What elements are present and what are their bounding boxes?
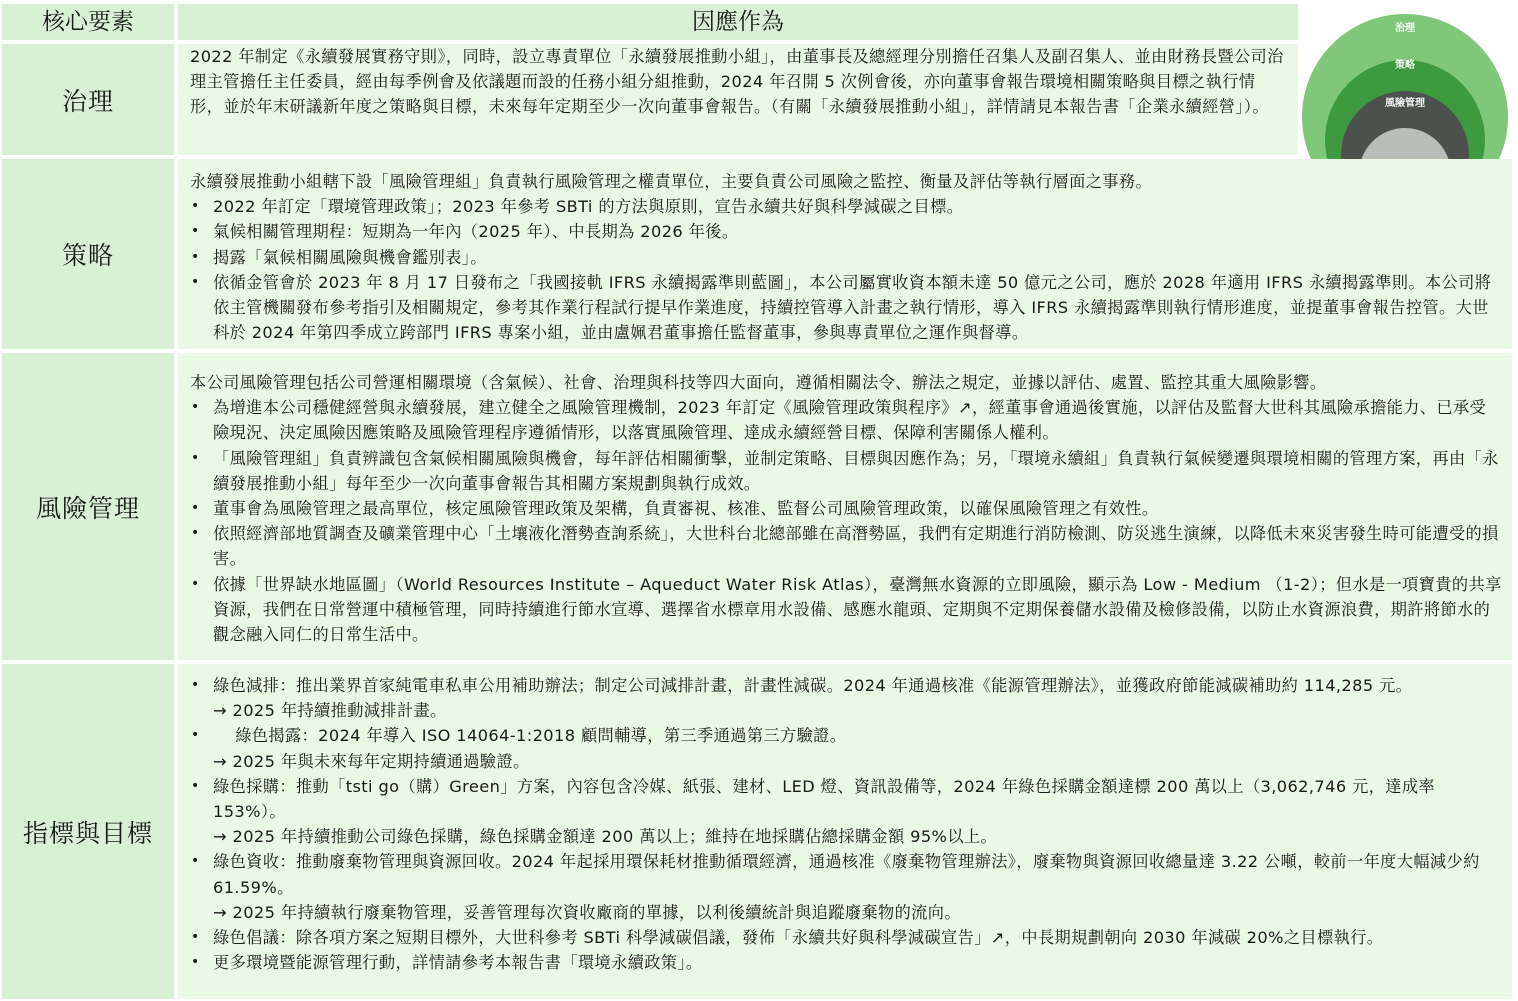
metrics-bullet: • 綠色減排：推出業界首家純電車私車公用補助辦法；制定公司減排計畫，計畫性減碳。2024 年通過核准《能源管理辦法》，並獲政府節能減碳補助約 114,285 元。	[190, 673, 1502, 698]
metrics-target-line: → 2025 年與未來每年定期持續通過驗證。	[213, 751, 530, 771]
metrics-bullet: • 綠色倡議：除各項方案之短期目標外，大世科參考 SBTi 科學減碳倡議，發佈「永續共好與科學減碳宣告」↗，中長期規劃朝向 2030 年減碳 20%之目標執行。	[190, 925, 1502, 950]
strategy-bullet: • 揭露「氣候相關風險與機會鑑別表」。	[190, 245, 1502, 270]
risk-bullet-list	[190, 395, 1502, 647]
risk-bullet: • 董事會為風險管理之最高單位，核定風險管理政策及架構，負責審視、核准、監督公司風險管理政策，以確保風險管理之有效性。	[190, 496, 1502, 521]
risk-intro: 本公司風險管理包括公司營運相關環境（含氣候）、社會、治理與科技等四大面向，遵循相關法令、辦法之規定，並據以評估、處置、監控其重大風險影響。	[190, 373, 1327, 392]
row-label-governance: 治理	[2, 44, 174, 155]
strategy-bullet: • 氣候相關管理期程：短期為一年內（2025 年）、中長期為 2026 年後。	[190, 219, 1502, 244]
metrics-bullet: • 綠色揭露：2024 年導入 ISO 14064-1:2018 顧問輔導，第三季通過第三方驗證。	[190, 723, 1502, 748]
metrics-target-line: → 2025 年持續執行廢棄物管理，妥善管理每次資收廠商的單據，以利後續統計與追蹤廢棄物的流向。	[213, 902, 961, 922]
metrics-bullet: • 綠色採購：推動「tsti go（購）Green」方案，內容包含冷媒、紙張、建材、LED 燈、資訊設備等，2024 年綠色採購金額達標 200 萬以上（3,062,746 元，達成率 153%）。	[190, 774, 1502, 824]
metrics-bullet: • 更多環境暨能源管理行動，詳情請參考本報告書「環境永續政策」。	[190, 950, 1502, 975]
row-label-risk-management: 風險管理	[2, 353, 174, 660]
diagram-label-strategy: 策略	[1395, 60, 1415, 71]
risk-bullet: • 為增進本公司穩健經營與永續發展，建立健全之風險管理機制，2023 年訂定《風險管理政策與程序》↗，經董事會通過後實施，以評估及監督大世科其風險承擔能力、已承受險現況、決定風險因應策略及風險管理程序遵循情形，以落實風險管理、達成永續經營目標、保障利害關係人權利。	[190, 395, 1502, 445]
header-core-elements: 核心要素	[2, 4, 174, 40]
metrics-target-line: → 2025 年持續推動公司綠色採購，綠色採購金額達 200 萬以上；維持在地採購佔總採購金額 95%以上。	[213, 827, 998, 847]
risk-bullet: • 「風險管理組」負責辨識包含氣候相關風險與機會，每年評估相關衝擊，並制定策略、目標與因應作為；另，「環境永續組」負責執行氣候變遷與環境相關的管理方案，再由「永續發展推動小組」每年至少一次向董事會報告其相關方案規劃與執行成效。	[190, 446, 1502, 496]
strategy-bullet: • 依循金管會於 2023 年 8 月 17 日發布之「我國接軌 IFRS 永續揭露準則藍圖」，本公司屬實收資本額未達 50 億元之公司，應於 2028 年適用 IFRS 永續揭露準則。本公司將依主管機關發布參考指引及相關規定，參考其作業行程試行提早作業進度，持續控管導入計畫之執行情形，導入 IFRS 永續揭露準則執行情形進度，並提董事會報告控管。大世科於 2024 年第四季成立跨部門 IFRS 專案小組，並由盧姵君董事擔任監督董事，參與專責單位之運作與督導。	[190, 270, 1502, 346]
governance-text: 2022 年制定《永續發展實務守則》，同時，設立專責單位「永續發展推動小組」，由董事長及總經理分別擔任召集人及副召集人、並由財務長暨公司治理主管擔任主任委員，經由每季例會及依議題而設的任務小組分組推動，2024 年召開 5 次例會後，亦向董事會報告環境相關策略與目標之執行情形，並於年末研議新年度之策略與目標，未來每年定期至少一次向董事會報告。（有關「永續發展推動小組」，詳情請見本報告書「企業永續經營」）。	[190, 47, 1284, 117]
metrics-bullet: • 綠色資收：推動廢棄物管理與資源回收。2024 年起採用環保耗材推動循環經濟，通過核准《廢棄物管理辦法》，廢棄物與資源回收總量達 3.22 公噸，較前一年度大幅減少約 61.59%。	[190, 849, 1502, 899]
risk-bullet: • 依照經濟部地質調查及礦業管理中心「土壤液化潛勢查詢系統」，大世科台北總部雖在高潛勢區，我們有定期進行消防檢測、防災逃生演練，以降低未來災害發生時可能遭受的損害。	[190, 521, 1502, 571]
strategy-bullet: • 2022 年訂定「環境管理政策」；2023 年參考 SBTi 的方法與原則，宣告永續共好與科學減碳之目標。	[190, 194, 1502, 219]
risk-bullet: • 依據「世界缺水地區圖」（World Resources Institute – Aqueduct Water Risk Atlas），臺灣無水資源的立即風險，顯示為 Low - Medium （1-2）；但水是一項寶貴的共享資源，我們在日常營運中積極管理，同時持續進行節水宣導、選擇省水標章用水設備、感應水龍頭、定期與不定期保養儲水設備及檢修設備，以防止水資源浪費，期許將節水的觀念融入同仁的日常生活中。	[190, 572, 1502, 648]
metrics-target-line: → 2025 年持續推動減排計畫。	[213, 701, 447, 721]
row-label-strategy: 策略	[2, 159, 174, 349]
row-content-strategy	[178, 159, 1512, 349]
row-label-metrics-targets: 指標與目標	[2, 664, 174, 999]
row-content-risk-management	[178, 353, 1512, 660]
row-content-metrics-targets	[178, 664, 1512, 999]
metrics-bullet-list	[190, 673, 1502, 975]
row-content-governance	[178, 44, 1298, 155]
diagram-label-risk: 風險管理	[1385, 98, 1425, 109]
strategy-bullet-list	[190, 194, 1502, 345]
table-header	[0, 0, 1518, 42]
diagram-label-governance: 治理	[1395, 23, 1415, 34]
header-responses: 因應作為	[178, 4, 1298, 40]
strategy-intro: 永續發展推動小組轄下設「風險管理組」負責執行風險管理之權責單位，主要負責公司風險之監控、衡量及評估等執行層面之事務。	[190, 172, 1153, 191]
